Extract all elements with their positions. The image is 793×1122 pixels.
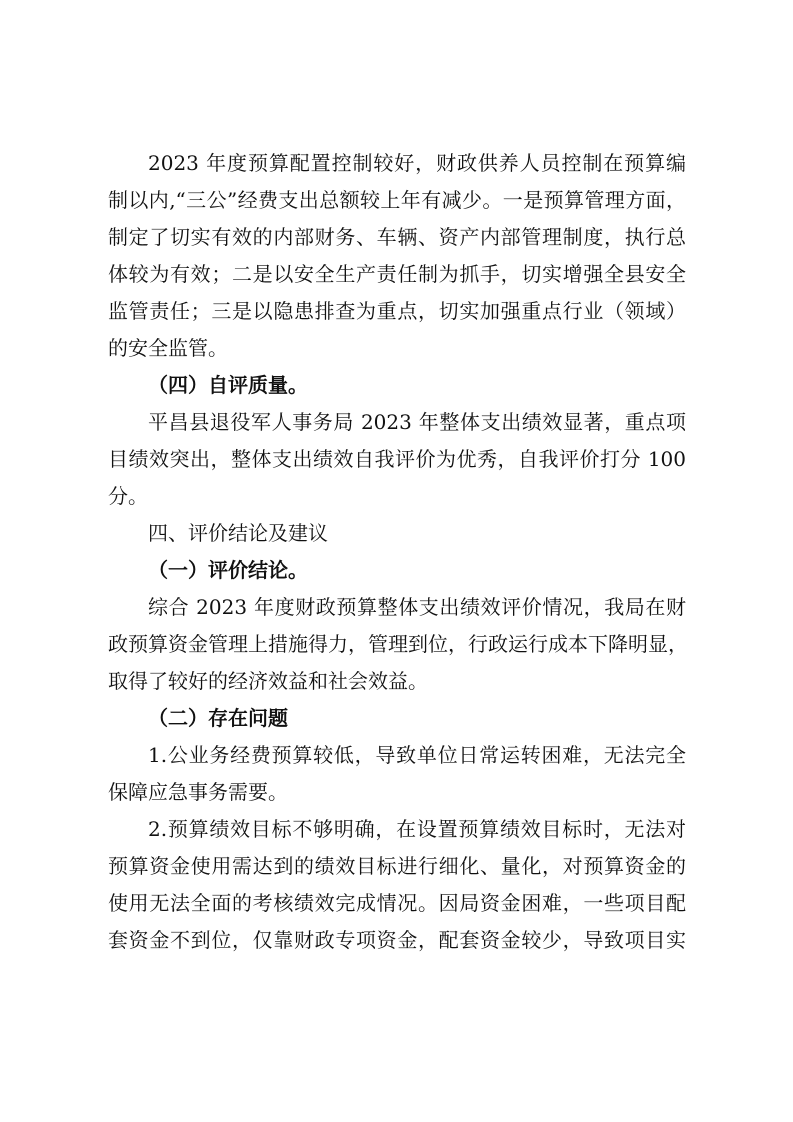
paragraph-line: 1.公业务经费预算较低，导致单位日常运转困难，无法完全 bbox=[148, 743, 686, 767]
paragraph-line: 监管责任；三是以隐患排查为重点，切实加强重点行业（领域） bbox=[108, 299, 686, 323]
paragraph-line: 平昌县退役军人事务局 2023 年整体支出绩效显著，重点项 bbox=[148, 410, 686, 434]
paragraph-line: 制以内,“三公”经费支出总额较上年有减少。一是预算管理方面， bbox=[108, 188, 686, 212]
paragraph-line: 2.预算绩效目标不够明确，在设置预算绩效目标时，无法对 bbox=[148, 817, 686, 841]
paragraph-line: 体较为有效；二是以安全生产责任制为抓手，切实增强全县安全 bbox=[108, 262, 686, 286]
paragraph-line: 预算资金使用需达到的绩效目标进行细化、量化，对预算资金的 bbox=[108, 854, 686, 878]
paragraph-line: 制定了切实有效的内部财务、车辆、资产内部管理制度，执行总 bbox=[108, 225, 686, 249]
paragraph-line: 目绩效突出，整体支出绩效自我评价为优秀，自我评价打分 100 bbox=[108, 447, 686, 471]
section-title: 四、评价结论及建议 bbox=[148, 521, 328, 545]
paragraph-line: 综合 2023 年度财政预算整体支出绩效评价情况，我局在财 bbox=[148, 595, 686, 619]
paragraph-line: 2023 年度预算配置控制较好，财政供养人员控制在预算编 bbox=[148, 151, 686, 175]
paragraph-line: 使用无法全面的考核绩效完成情况。因局资金困难，一些项目配 bbox=[108, 891, 686, 915]
paragraph-line: 政预算资金管理上措施得力，管理到位，行政运行成本下降明显， bbox=[108, 632, 688, 656]
section-heading: （四）自评质量。 bbox=[148, 373, 308, 397]
paragraph-line: 取得了较好的经济效益和社会效益。 bbox=[108, 669, 428, 693]
paragraph-line: 套资金不到位，仅靠财政专项资金，配套资金较少，导致项目实 bbox=[108, 928, 686, 952]
paragraph-line: 保障应急事务需要。 bbox=[108, 780, 288, 804]
paragraph-line: 分。 bbox=[108, 484, 148, 508]
section-heading: （一）评价结论。 bbox=[148, 558, 308, 582]
paragraph-line: 的安全监管。 bbox=[108, 336, 228, 360]
section-heading: （二）存在问题 bbox=[148, 706, 288, 730]
